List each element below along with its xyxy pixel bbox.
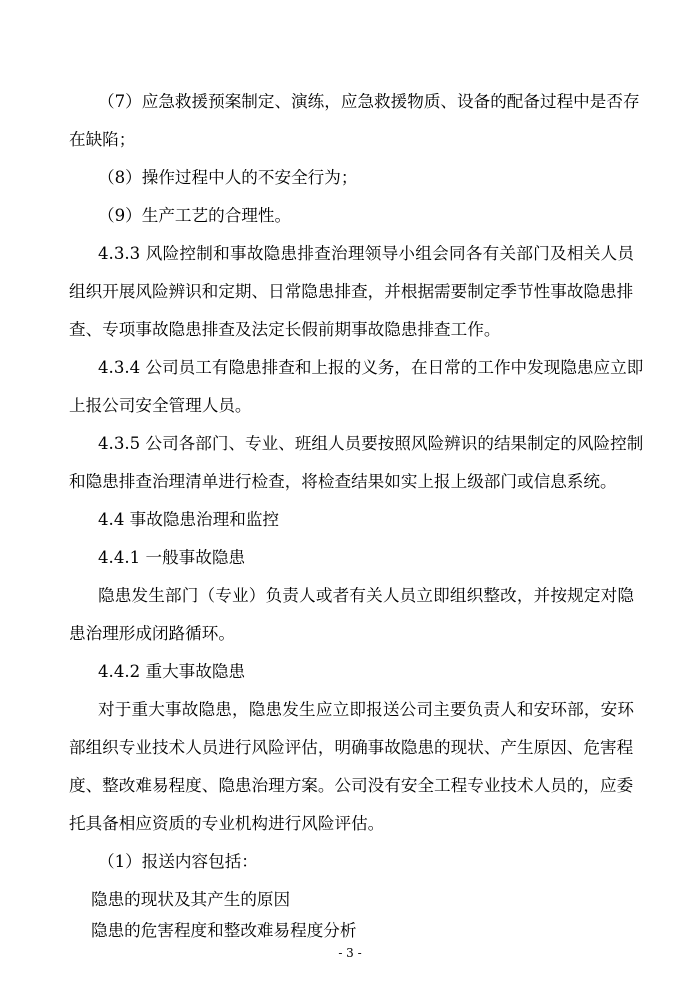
paragraph-line: 4.3.3 风险控制和事故隐患排查治理领导小组会同各有关部门及相关人员 bbox=[98, 244, 634, 263]
paragraph-line: （9）生产工艺的合理性。 bbox=[98, 206, 292, 225]
subsection-heading: 4.4.2 重大事故隐患 bbox=[98, 662, 246, 681]
list-item: 隐患的现状及其产生的原因 bbox=[91, 890, 291, 909]
paragraph-line: 和隐患排查治理清单进行检查，将检查结果如实上报上级部门或信息系统。 bbox=[69, 472, 617, 491]
paragraph-line: 部组织专业技术人员进行风险评估，明确事故隐患的现状、产生原因、危害程 bbox=[69, 738, 634, 757]
paragraph-line: （8）操作过程中人的不安全行为； bbox=[98, 168, 358, 187]
paragraph-line: 患治理形成闭路循环。 bbox=[69, 624, 235, 643]
list-heading: （1）报送内容包括： bbox=[98, 852, 258, 871]
paragraph-line: 度、整改难易程度、隐患治理方案。公司没有安全工程专业技术人员的，应委 bbox=[69, 776, 634, 795]
paragraph-line: 上报公司安全管理人员。 bbox=[69, 396, 252, 415]
section-heading: 4.4 事故隐患治理和监控 bbox=[98, 510, 280, 529]
paragraph-line: （7）应急救援预案制定、演练，应急救援物质、设备的配备过程中是否存 bbox=[98, 92, 640, 111]
paragraph-line: 对于重大事故隐患，隐患发生应立即报送公司主要负责人和安环部，安环 bbox=[98, 700, 634, 719]
paragraph-line: 在缺陷； bbox=[69, 130, 136, 149]
paragraph-line: 组织开展风险辨识和定期、日常隐患排查，并根据需要制定季节性事故隐患排 bbox=[69, 282, 634, 301]
paragraph-line: 托具备相应资质的专业机构进行风险评估。 bbox=[69, 814, 385, 833]
page-number: - 3 - bbox=[338, 946, 362, 960]
paragraph-line: 隐患发生部门（专业）负责人或者有关人员立即组织整改，并按规定对隐 bbox=[98, 586, 634, 605]
paragraph-line: 4.3.5 公司各部门、专业、班组人员要按照风险辨识的结果制定的风险控制 bbox=[98, 434, 644, 453]
paragraph-line: 4.3.4 公司员工有隐患排查和上报的义务，在日常的工作中发现隐患应立即 bbox=[98, 358, 644, 377]
paragraph-line: 查、专项事故隐患排查及法定长假前期事故隐患排查工作。 bbox=[69, 320, 501, 339]
subsection-heading: 4.4.1 一般事故隐患 bbox=[98, 548, 246, 567]
list-item: 隐患的危害程度和整改难易程度分析 bbox=[91, 921, 357, 940]
